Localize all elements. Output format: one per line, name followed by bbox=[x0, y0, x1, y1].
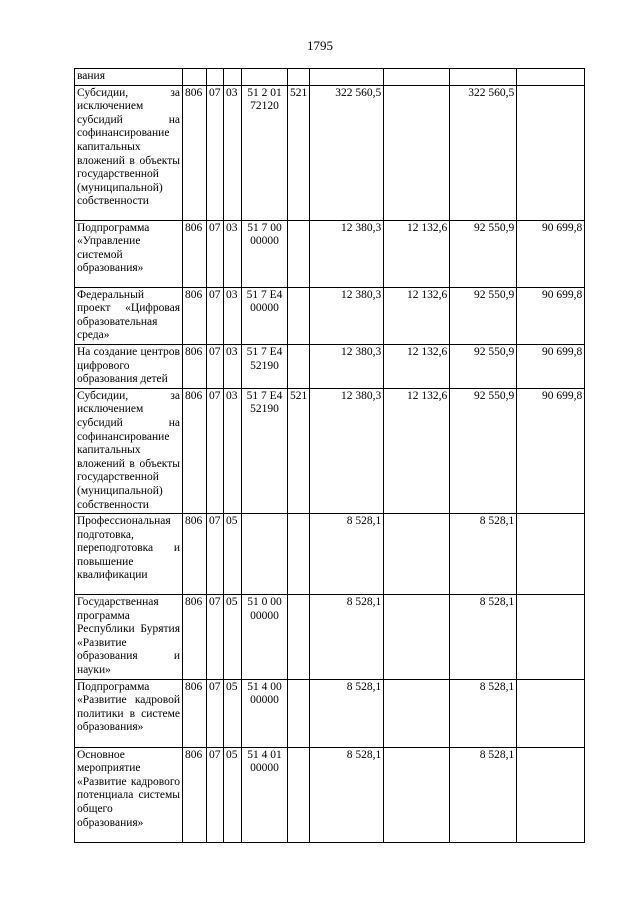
amount-cell bbox=[517, 595, 585, 680]
description-cell: На создание центров цифрового образования детей bbox=[75, 344, 183, 388]
ministry-code-cell: 806 bbox=[183, 344, 207, 388]
ministry-code-cell: 806 bbox=[183, 220, 207, 287]
amount-cell: 12 132,6 bbox=[384, 344, 450, 388]
target-article-cell bbox=[242, 514, 288, 595]
target-article-cell: 51 7 E4 52190 bbox=[242, 388, 288, 513]
target-article-cell: 51 0 00 00000 bbox=[242, 595, 288, 680]
target-article-cell: 51 7 E4 00000 bbox=[242, 287, 288, 344]
amount-cell: 90 699,8 bbox=[517, 287, 585, 344]
subsection-code-cell: 03 bbox=[224, 344, 242, 388]
target-article-cell: 51 4 01 00000 bbox=[242, 747, 288, 842]
amount-cell bbox=[384, 679, 450, 747]
section-code-cell: 07 bbox=[207, 679, 224, 747]
amount-cell: 12 380,3 bbox=[310, 220, 384, 287]
table-row bbox=[75, 344, 585, 388]
amount-cell bbox=[517, 85, 585, 220]
amount-cell: 8 528,1 bbox=[450, 679, 517, 747]
amount-cell bbox=[384, 69, 450, 86]
expense-type-cell: 521 bbox=[288, 388, 310, 513]
amount-cell bbox=[384, 514, 450, 595]
amount-cell: 12 132,6 bbox=[384, 388, 450, 513]
amount-cell bbox=[517, 69, 585, 86]
amount-cell bbox=[384, 747, 450, 842]
section-code-cell: 07 bbox=[207, 595, 224, 680]
table-row bbox=[75, 679, 585, 747]
amount-cell: 8 528,1 bbox=[450, 747, 517, 842]
amount-cell: 92 550,9 bbox=[450, 287, 517, 344]
target-article-cell: 51 4 00 00000 bbox=[242, 679, 288, 747]
subsection-code-cell: 03 bbox=[224, 85, 242, 220]
target-article-cell: 51 7 00 00000 bbox=[242, 220, 288, 287]
amount-cell: 8 528,1 bbox=[310, 595, 384, 680]
description-cell: Подпрограмма «Развитие кадровой политики в системе образования» bbox=[75, 679, 183, 747]
subsection-code-cell: 05 bbox=[224, 747, 242, 842]
amount-cell: 90 699,8 bbox=[517, 344, 585, 388]
ministry-code-cell bbox=[183, 69, 207, 86]
description-cell: Субсидии, за исключением субсидий на софинансирование капитальных вложений в объекты государственной (муниципальной) собственности bbox=[75, 85, 183, 220]
amount-cell: 92 550,9 bbox=[450, 220, 517, 287]
amount-cell: 8 528,1 bbox=[310, 747, 384, 842]
section-code-cell: 07 bbox=[207, 287, 224, 344]
section-code-cell: 07 bbox=[207, 344, 224, 388]
ministry-code-cell: 806 bbox=[183, 514, 207, 595]
ministry-code-cell: 806 bbox=[183, 388, 207, 513]
subsection-code-cell: 05 bbox=[224, 679, 242, 747]
amount-cell: 92 550,9 bbox=[450, 344, 517, 388]
expense-type-cell bbox=[288, 69, 310, 86]
description-cell: Федеральный проект «Цифровая образовательная среда» bbox=[75, 287, 183, 344]
expense-type-cell bbox=[288, 514, 310, 595]
description-cell: Государственная программа Республики Бурятия «Развитие образования и науки» bbox=[75, 595, 183, 680]
subsection-code-cell: 03 bbox=[224, 388, 242, 513]
ministry-code-cell: 806 bbox=[183, 85, 207, 220]
target-article-cell bbox=[242, 69, 288, 86]
table-row bbox=[75, 287, 585, 344]
section-code-cell bbox=[207, 69, 224, 86]
amount-cell bbox=[384, 85, 450, 220]
expense-type-cell: 521 bbox=[288, 85, 310, 220]
amount-cell: 12 380,3 bbox=[310, 388, 384, 513]
subsection-code-cell: 05 bbox=[224, 595, 242, 680]
table-row bbox=[75, 595, 585, 680]
target-article-cell: 51 2 01 72120 bbox=[242, 85, 288, 220]
amount-cell bbox=[310, 69, 384, 86]
amount-cell: 8 528,1 bbox=[310, 679, 384, 747]
budget-table bbox=[74, 68, 585, 843]
expense-type-cell bbox=[288, 220, 310, 287]
expense-type-cell bbox=[288, 287, 310, 344]
amount-cell: 90 699,8 bbox=[517, 220, 585, 287]
table-row bbox=[75, 747, 585, 842]
table-row bbox=[75, 388, 585, 513]
amount-cell bbox=[517, 747, 585, 842]
section-code-cell: 07 bbox=[207, 220, 224, 287]
table-row bbox=[75, 69, 585, 86]
description-cell: вания bbox=[75, 69, 183, 86]
amount-cell bbox=[517, 514, 585, 595]
amount-cell: 12 380,3 bbox=[310, 344, 384, 388]
subsection-code-cell: 03 bbox=[224, 220, 242, 287]
section-code-cell: 07 bbox=[207, 747, 224, 842]
amount-cell: 92 550,9 bbox=[450, 388, 517, 513]
target-article-cell: 51 7 E4 52190 bbox=[242, 344, 288, 388]
table-row bbox=[75, 85, 585, 220]
table-row bbox=[75, 220, 585, 287]
amount-cell: 12 380,3 bbox=[310, 287, 384, 344]
amount-cell: 8 528,1 bbox=[450, 595, 517, 680]
subsection-code-cell bbox=[224, 69, 242, 86]
amount-cell: 12 132,6 bbox=[384, 220, 450, 287]
ministry-code-cell: 806 bbox=[183, 679, 207, 747]
amount-cell: 12 132,6 bbox=[384, 287, 450, 344]
amount-cell: 322 560,5 bbox=[310, 85, 384, 220]
ministry-code-cell: 806 bbox=[183, 747, 207, 842]
amount-cell: 8 528,1 bbox=[450, 514, 517, 595]
page-number: 1795 bbox=[307, 38, 333, 53]
amount-cell bbox=[517, 679, 585, 747]
section-code-cell: 07 bbox=[207, 85, 224, 220]
expense-type-cell bbox=[288, 344, 310, 388]
table-row bbox=[75, 514, 585, 595]
description-cell: Профессиональная подготовка, переподготовка и повышение квалификации bbox=[75, 514, 183, 595]
amount-cell: 8 528,1 bbox=[310, 514, 384, 595]
table-body bbox=[75, 69, 585, 843]
subsection-code-cell: 03 bbox=[224, 287, 242, 344]
section-code-cell: 07 bbox=[207, 514, 224, 595]
amount-cell bbox=[384, 595, 450, 680]
expense-type-cell bbox=[288, 747, 310, 842]
subsection-code-cell: 05 bbox=[224, 514, 242, 595]
amount-cell: 322 560,5 bbox=[450, 85, 517, 220]
description-cell: Субсидии, за исключением субсидий на софинансирование капитальных вложений в объекты государственной (муниципальной) собственности bbox=[75, 388, 183, 513]
ministry-code-cell: 806 bbox=[183, 595, 207, 680]
amount-cell: 90 699,8 bbox=[517, 388, 585, 513]
amount-cell bbox=[450, 69, 517, 86]
section-code-cell: 07 bbox=[207, 388, 224, 513]
expense-type-cell bbox=[288, 679, 310, 747]
ministry-code-cell: 806 bbox=[183, 287, 207, 344]
description-cell: Основное мероприятие «Развитие кадрового потенциала системы общего образования» bbox=[75, 747, 183, 842]
description-cell: Подпрограмма «Управление системой образования» bbox=[75, 220, 183, 287]
expense-type-cell bbox=[288, 595, 310, 680]
